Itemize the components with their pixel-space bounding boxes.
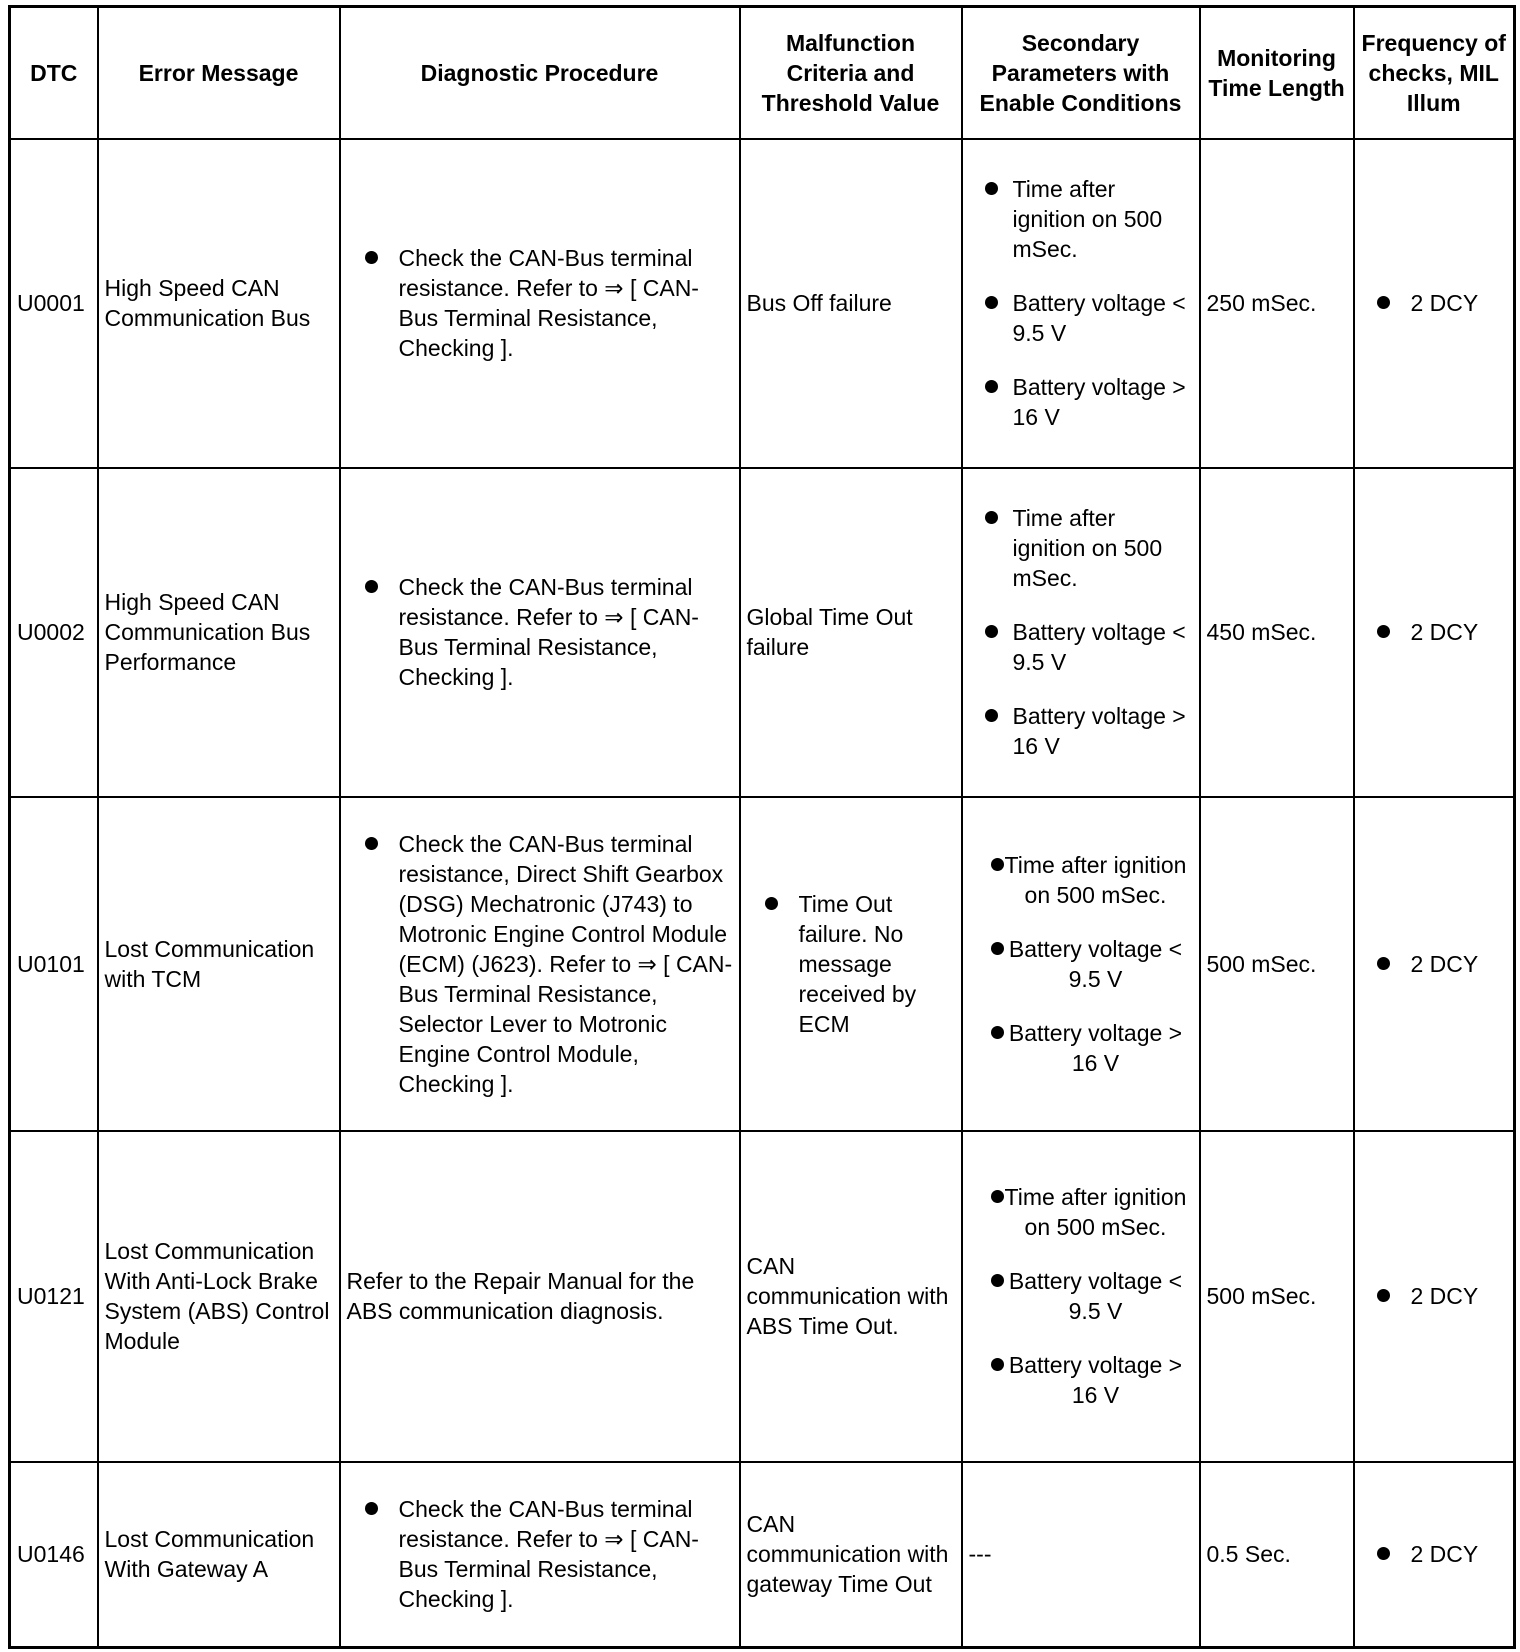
frequency <box>1354 797 1515 1131</box>
monitoring-time: 450 mSec. <box>1200 468 1354 797</box>
secondary-param-item: Time after ignition on 500 mSec. <box>969 1182 1193 1242</box>
dtc-code: U0121 <box>10 1131 98 1462</box>
frequency <box>1354 139 1515 468</box>
procedure-item: Check the CAN-Bus terminal resistance. Refer to ⇒ [ CAN-Bus Terminal Resistance, Checking ]. <box>347 572 733 692</box>
error-message: High Speed CAN Communication Bus Performance <box>98 468 340 797</box>
malfunction-criteria: CAN communication with gateway Time Out <box>740 1462 962 1648</box>
frequency-item: 2 DCY <box>1361 1281 1508 1311</box>
header-dtc: DTC <box>10 7 98 139</box>
monitoring-time: 500 mSec. <box>1200 797 1354 1131</box>
error-message: Lost Communication With Anti-Lock Brake System (ABS) Control Module <box>98 1131 340 1462</box>
error-message: Lost Communication With Gateway A <box>98 1462 340 1648</box>
diagnostic-procedure <box>340 468 740 797</box>
criteria-item: Time Out failure. No message received by ECM <box>747 889 955 1039</box>
secondary-parameters <box>962 468 1200 797</box>
frequency <box>1354 1462 1515 1648</box>
secondary-param-item: Battery voltage < 9.5 V <box>969 617 1193 677</box>
monitoring-time: 500 mSec. <box>1200 1131 1354 1462</box>
dtc-code: U0001 <box>10 139 98 468</box>
secondary-parameters <box>962 797 1200 1131</box>
secondary-param-item: Time after ignition on 500 mSec. <box>969 850 1193 910</box>
table-row <box>10 139 1515 468</box>
frequency-item: 2 DCY <box>1361 949 1508 979</box>
frequency <box>1354 468 1515 797</box>
secondary-parameters <box>962 139 1200 468</box>
diagnostic-procedure <box>340 797 740 1131</box>
malfunction-criteria: CAN communication with ABS Time Out. <box>740 1131 962 1462</box>
dtc-code: U0002 <box>10 468 98 797</box>
table-row <box>10 468 1515 797</box>
secondary-param-item: Battery voltage < 9.5 V <box>969 934 1193 994</box>
secondary-param-item: Battery voltage < 9.5 V <box>969 1266 1193 1326</box>
table-row <box>10 797 1515 1131</box>
secondary-param-item: Battery voltage < 9.5 V <box>969 288 1193 348</box>
header-monitoring-time: Monitoring Time Length <box>1200 7 1354 139</box>
header-row <box>10 7 1515 139</box>
header-diagnostic-procedure: Diagnostic Procedure <box>340 7 740 139</box>
frequency <box>1354 1131 1515 1462</box>
header-error-message: Error Message <box>98 7 340 139</box>
secondary-parameters <box>962 1131 1200 1462</box>
malfunction-criteria <box>740 797 962 1131</box>
dtc-code: U0101 <box>10 797 98 1131</box>
dtc-code: U0146 <box>10 1462 98 1648</box>
secondary-param-item: Battery voltage > 16 V <box>969 701 1193 761</box>
malfunction-criteria: Global Time Out failure <box>740 468 962 797</box>
table-row <box>10 1131 1515 1462</box>
secondary-parameters-none: --- <box>962 1462 1200 1648</box>
malfunction-criteria: Bus Off failure <box>740 139 962 468</box>
header-secondary-parameters: Secondary Parameters with Enable Conditions <box>962 7 1200 139</box>
procedure-item: Check the CAN-Bus terminal resistance. Refer to ⇒ [ CAN-Bus Terminal Resistance, Checking ]. <box>347 243 733 363</box>
error-message: High Speed CAN Communication Bus <box>98 139 340 468</box>
table-row <box>10 1462 1515 1648</box>
frequency-item: 2 DCY <box>1361 1539 1508 1569</box>
secondary-param-item: Battery voltage > 16 V <box>969 1350 1193 1410</box>
diagnostic-procedure: Refer to the Repair Manual for the ABS communication diagnosis. <box>340 1131 740 1462</box>
secondary-param-item: Time after ignition on 500 mSec. <box>969 503 1193 593</box>
secondary-param-item: Battery voltage > 16 V <box>969 1018 1193 1078</box>
diagnostic-procedure <box>340 139 740 468</box>
header-frequency: Frequency of checks, MIL Illum <box>1354 7 1515 139</box>
secondary-param-item: Battery voltage > 16 V <box>969 372 1193 432</box>
procedure-item: Check the CAN-Bus terminal resistance, Direct Shift Gearbox (DSG) Mechatronic (J743) to Motronic Engine Control Module (ECM) (J623). Refer to ⇒ [ CAN-Bus Terminal Resistance, Selector Lever to Motronic Engine Control Module, Checking ]. <box>347 829 733 1099</box>
dtc-table <box>8 5 1516 1649</box>
frequency-item: 2 DCY <box>1361 617 1508 647</box>
monitoring-time: 250 mSec. <box>1200 139 1354 468</box>
error-message: Lost Communication with TCM <box>98 797 340 1131</box>
monitoring-time: 0.5 Sec. <box>1200 1462 1354 1648</box>
frequency-item: 2 DCY <box>1361 288 1508 318</box>
header-malfunction-criteria: Malfunction Criteria and Threshold Value <box>740 7 962 139</box>
diagnostic-procedure <box>340 1462 740 1648</box>
secondary-param-item: Time after ignition on 500 mSec. <box>969 174 1193 264</box>
procedure-item: Check the CAN-Bus terminal resistance. Refer to ⇒ [ CAN-Bus Terminal Resistance, Checking ]. <box>347 1494 733 1614</box>
